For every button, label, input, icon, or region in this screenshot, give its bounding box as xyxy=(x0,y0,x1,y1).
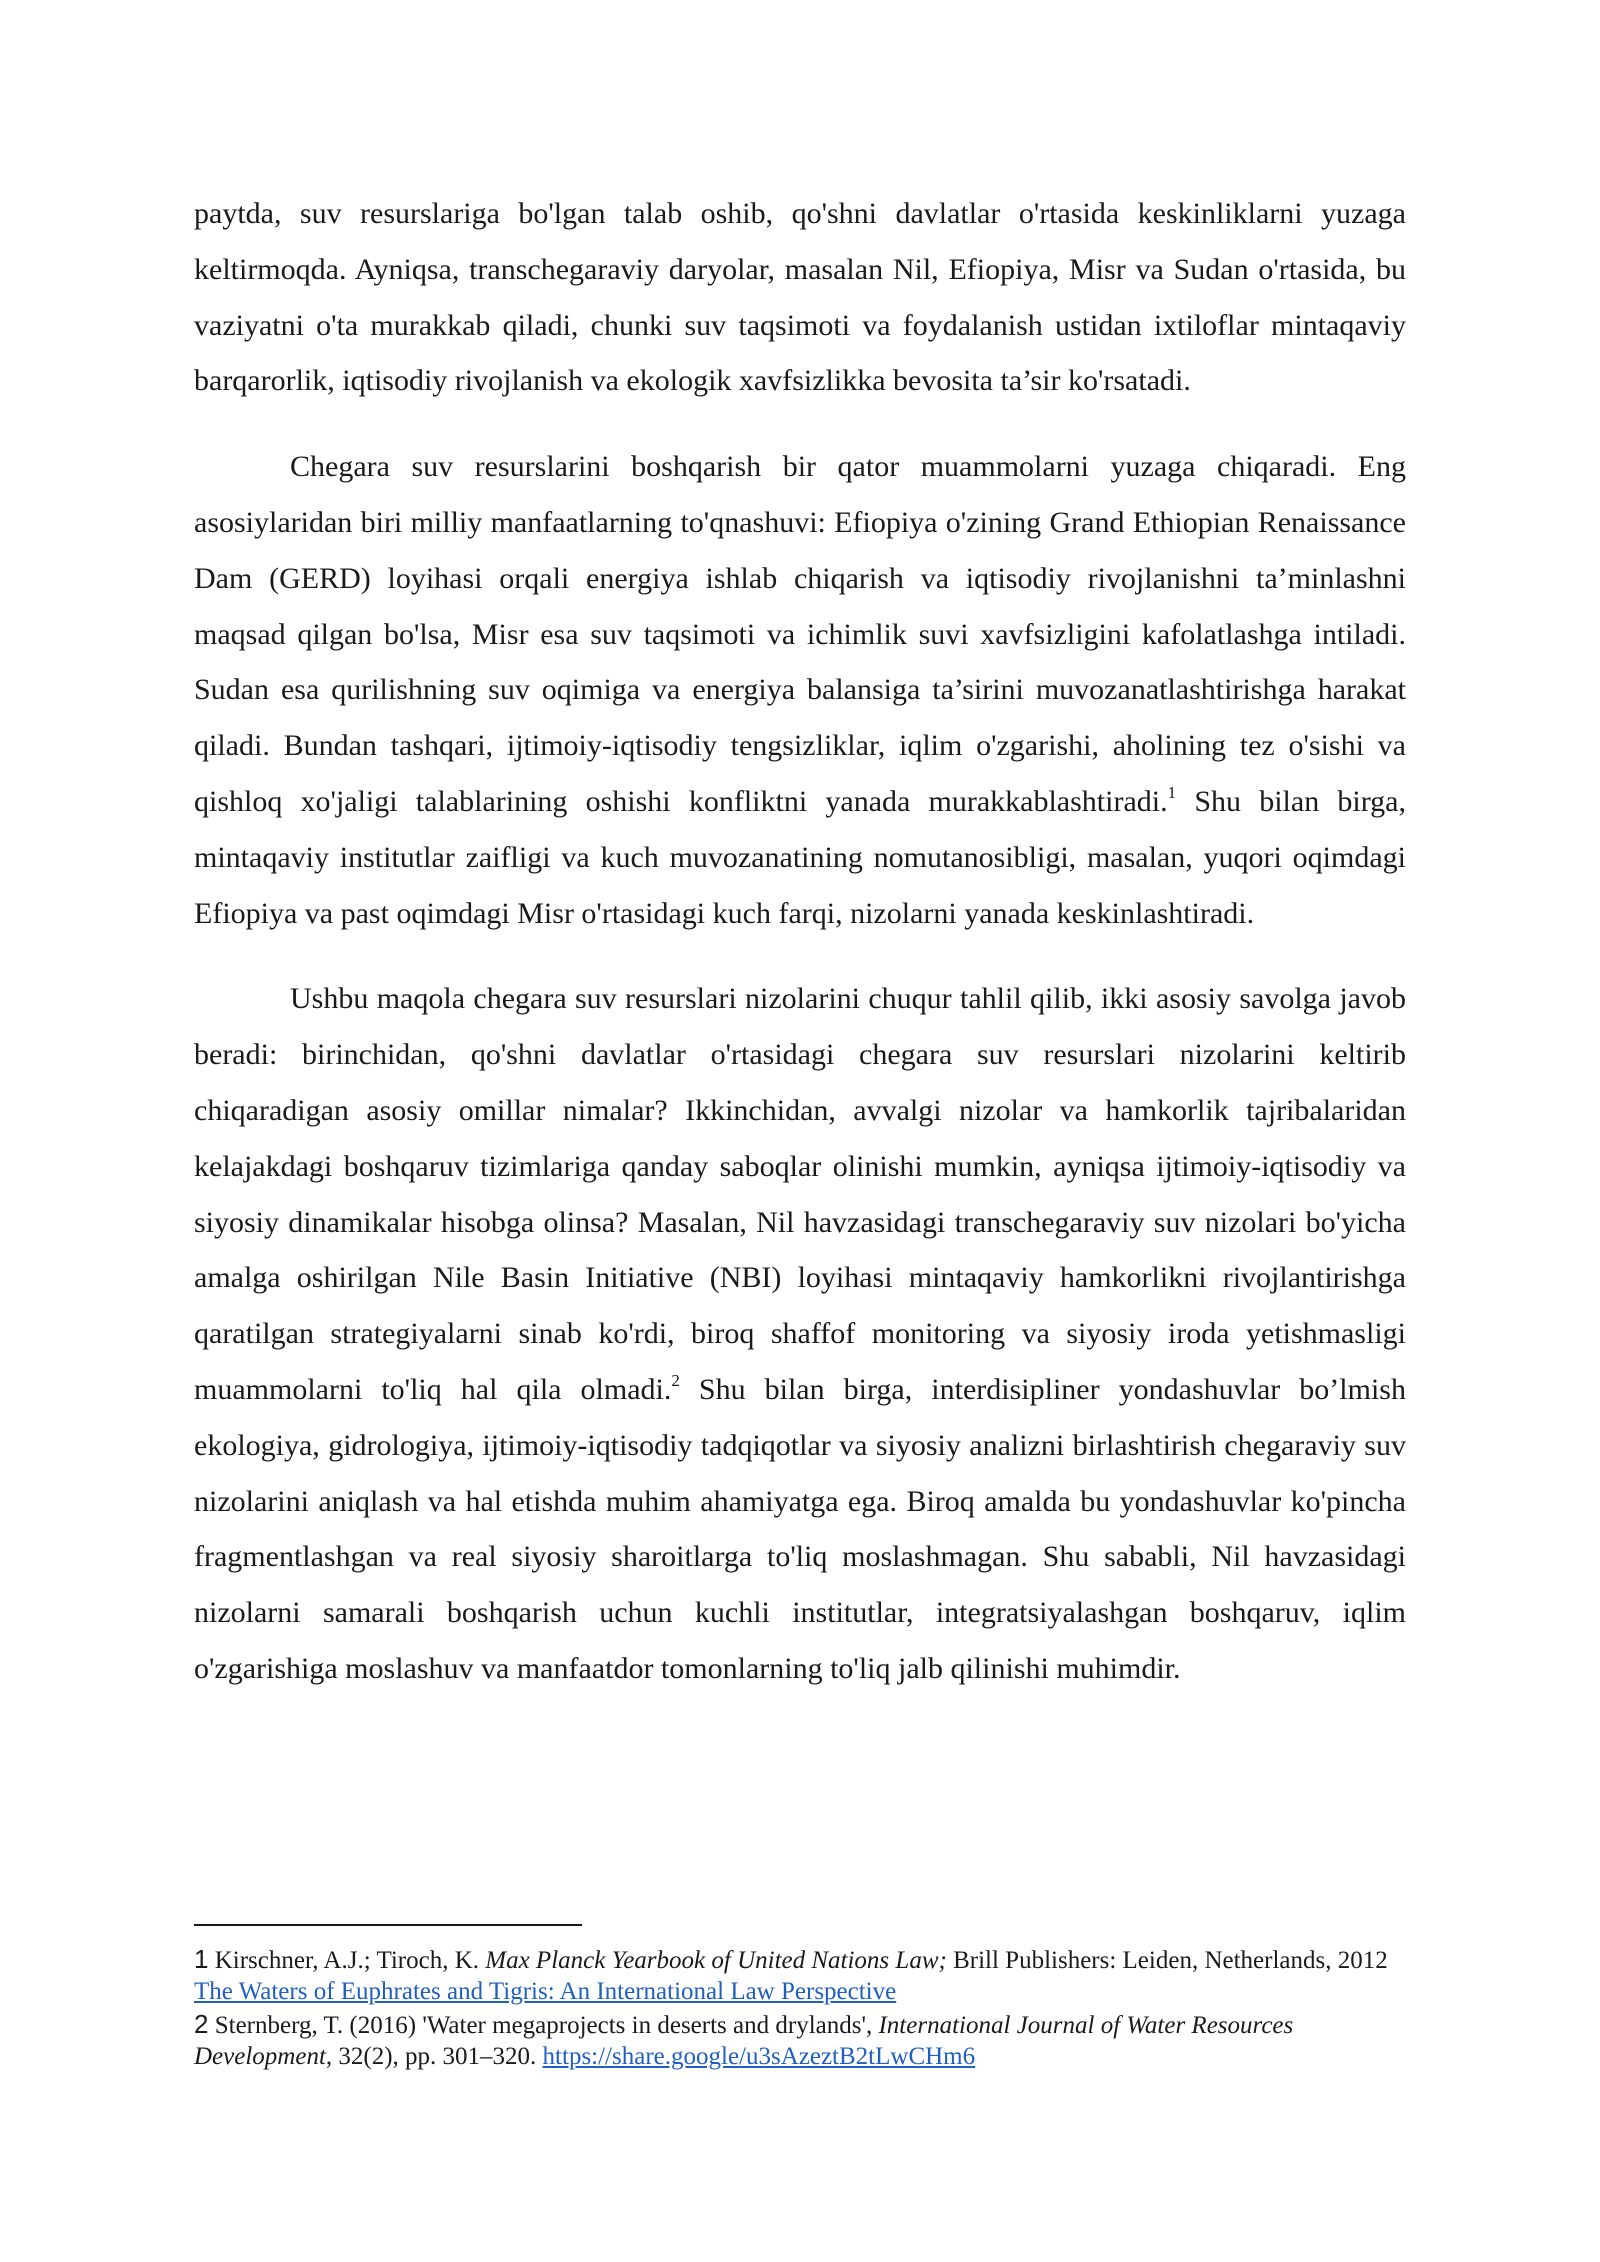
footnote-1 xyxy=(194,1944,1406,2007)
footnote-text: Sternberg, T. (2016) 'Water megaprojects in deserts and drylands', xyxy=(208,2012,879,2039)
paragraph-3-text: Ushbu maqola chegara suv resurslari nizolarini chuqur tahlil qilib, ikki asosiy savolga javob beradi: birinchidan, qo'shni davlatlar o'rtasidagi chegara suv resurslari nizolarini keltirib chiqaradigan asosiy omillar nimalar? Ikkinchidan, avvalgi nizolar va hamkorlik tajribalaridan kelajakdagi boshqaruv tizimlariga qanday saboqlar olinishi mumkin, ayniqsa ijtimoiy-iqtisodiy va siyosiy dinamikalar hisobga olinsa? Masalan, Nil havzasidagi transchegaraviy suv nizolari bo'yicha amalga oshirilgan Nile Basin Initiative (NBI) loyihasi mintaqaviy hamkorlikni rivojlantirishga qaratilgan strategiyalarni sinab ko'rdi, biroq shaffof monitoring va siyosiy iroda yetishmasligi muammolarni to'liq hal qila olmadi. xyxy=(194,982,1406,1406)
footnote-link[interactable]: https://share.google/u3sAzeztB2tLwCHm6 xyxy=(542,2043,976,2070)
footnote-link[interactable]: The Waters of Euphrates and Tigris: An International Law Perspective xyxy=(194,1978,897,2005)
footnote-number: 2 xyxy=(194,2009,209,2039)
footnote-italic-title: Max Planck Yearbook of United Nations Law; xyxy=(485,1947,947,1974)
footnote-text: Kirschner, A.J.; Tiroch, K. xyxy=(208,1947,486,1974)
footnote-ref-2[interactable]: 2 xyxy=(671,1370,680,1390)
paragraph-2 xyxy=(194,439,1406,941)
paragraph-2-text: Chegara suv resurslarini boshqarish bir qator muammolarni yuzaga chiqaradi. Eng asosiylaridan biri milliy manfaatlarning to'qnashuvi: Efiopiya o'zining Grand Ethiopian Renaissance Dam (GERD) loyihasi orqali energiya ishlab chiqarish va iqtisodiy rivojlanishni ta’minlashni maqsad qilgan bo'lsa, Misr esa suv taqsimoti va ichimlik suvi xavfsizligini kafolatlashga intiladi. Sudan esa qurilishning suv oqimiga va energiya balansiga ta’sirini muvozanatlashtirishga harakat qiladi. Bundan tashqari, ijtimoiy-iqtisodiy tengsizliklar, iqlim o'zgarishi, aholining tez o'sishi va qishloq xo'jaligi talablarining oshishi konfliktni yanada murakkablashtiradi. xyxy=(194,450,1406,818)
paragraph-3-text-continued: Shu bilan birga, interdisipliner yondashuvlar bo’lmish ekologiya, gidrologiya, ijtimoiy-iqtisodiy tadqiqotlar va siyosiy analizni birlashtirish chegaraviy suv nizolarini aniqlash va hal etishda muhim ahamiyatga ega. Biroq amalda bu yondashuvlar ko'pincha fragmentlashgan va real siyosiy sharoitlarga to'liq moslashmagan. Shu sababli, Nil havzasidagi nizolarni samarali boshqarish uchun kuchli institutlar, integratsiyalashgan boshqaruv, iqlim o'zgarishiga moslashuv va manfaatdor tomonlarning to'liq jalb qilinishi muhimdir. xyxy=(194,1372,1406,1685)
footnote-text-continued: Brill Publishers: Leiden, Netherlands, 2012 xyxy=(946,1947,1388,1974)
footnote-ref-1[interactable]: 1 xyxy=(1167,782,1177,802)
footnotes xyxy=(194,1944,1406,2074)
footnote-italic-title: International Journal of Water Resources Development xyxy=(194,2012,1294,2070)
footnote-text-continued: , 32(2), pp. 301–320. xyxy=(325,2043,543,2070)
footnote-number: 1 xyxy=(194,1944,209,1974)
document-body xyxy=(194,186,1406,1697)
paragraph-1-text: paytda, suv resurslariga bo'lgan talab oshib, qo'shni davlatlar o'rtasida keskinliklarni yuzaga keltirmoqda. Ayniqsa, transchegaraviy daryolar, masalan Nil, Efiopiya, Misr va Sudan o'rtasida, bu vaziyatni o'ta murakkab qiladi, chunki suv taqsimoti va foydalanish ustidan ixtiloflar mintaqaviy barqarorlik, iqtisodiy rivojlanish va ekologik xavfsizlikka bevosita ta’sir ko'rsatadi. xyxy=(194,197,1406,398)
footnote-separator xyxy=(194,1924,582,1926)
paragraph-3 xyxy=(194,971,1406,1696)
footnote-2 xyxy=(194,2009,1406,2072)
paragraph-2-text-continued: Shu bilan birga, mintaqaviy institutlar zaifligi va kuch muvozanatining nomutanosibligi, masalan, yuqori oqimdagi Efiopiya va past oqimdagi Misr o'rtasidagi kuch farqi, nizolarni yanada keskinlashtiradi. xyxy=(194,784,1406,930)
paragraph-1 xyxy=(194,186,1406,409)
